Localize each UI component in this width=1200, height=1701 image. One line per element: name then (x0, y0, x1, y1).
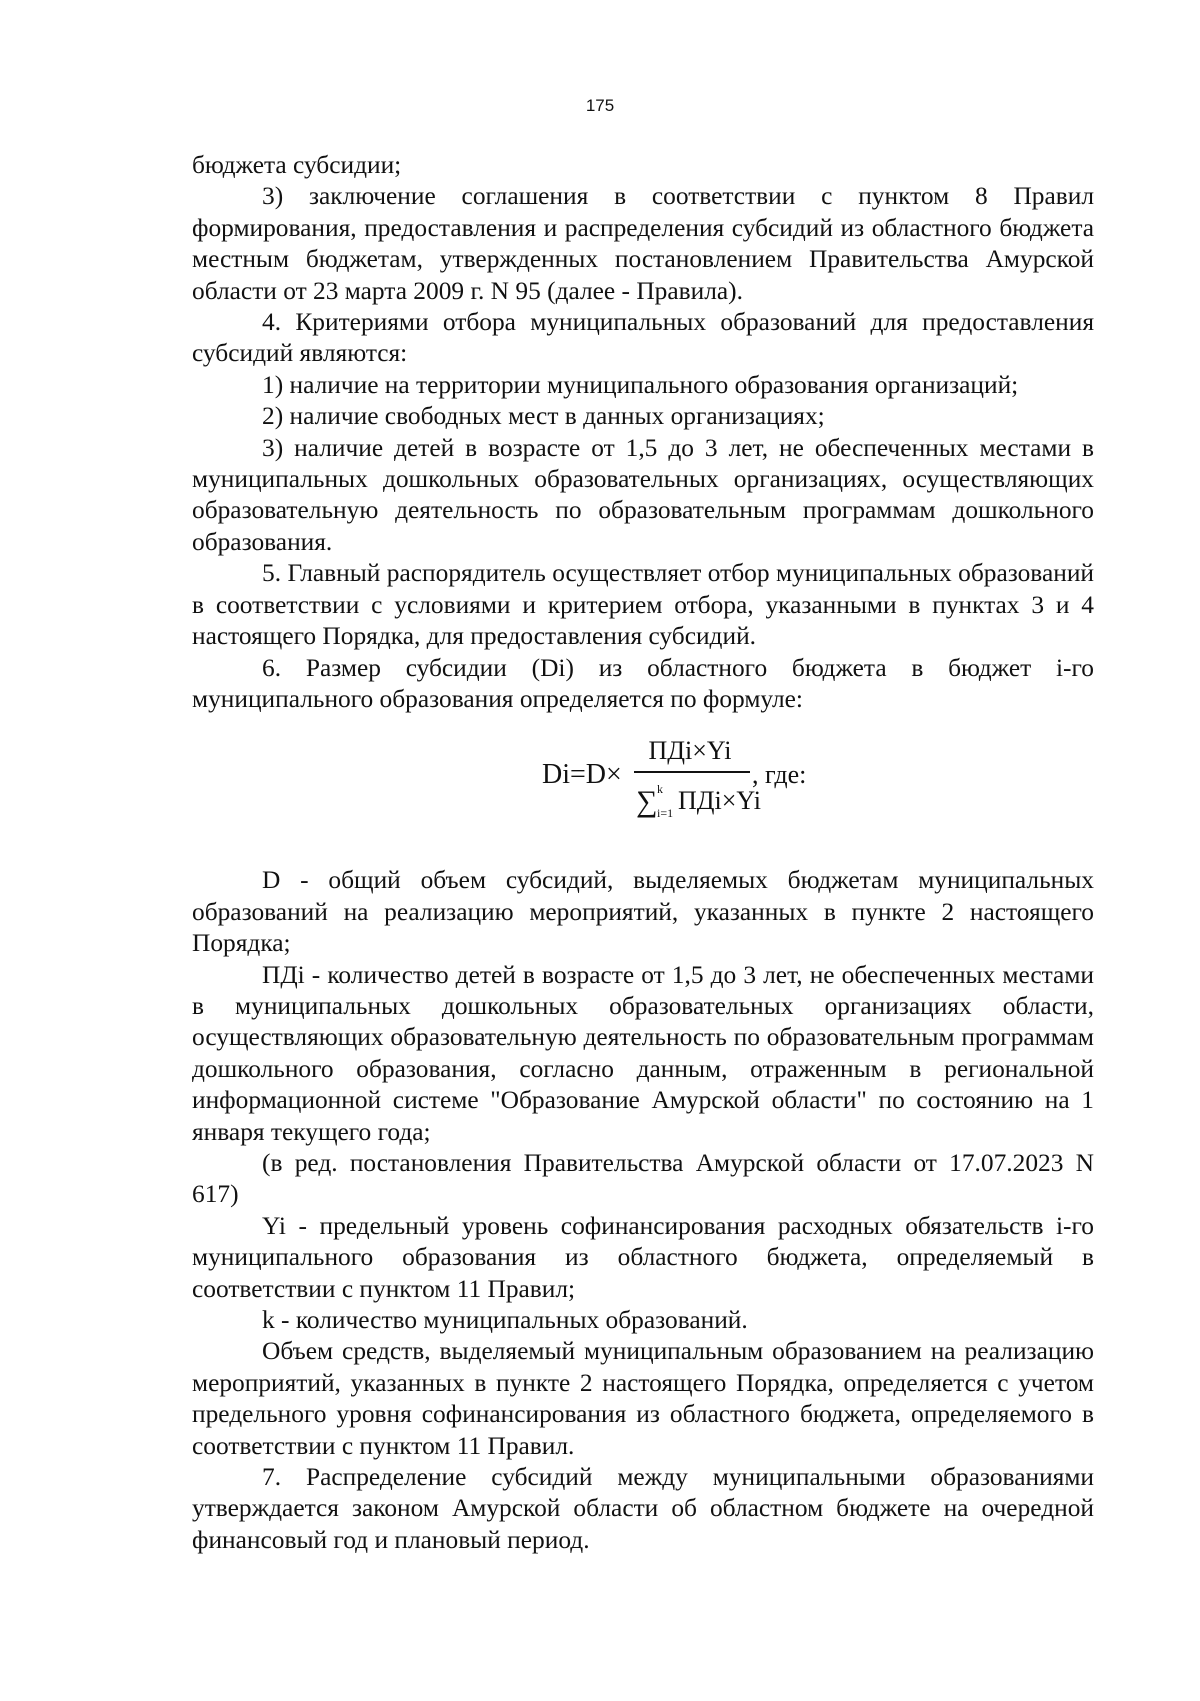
paragraph-criteria: 4. Критериями отбора муниципальных образований для предоставления субсидий являются: (192, 308, 1094, 368)
formula-denominator: ПДi×Yi (678, 786, 761, 816)
formula-graphic (542, 723, 862, 833)
paragraph-criterion-1: 1) наличие на территории муниципального образования организаций; (262, 370, 1019, 399)
paragraph-def-pdi: ПДi - количество детей в возрасте от 1,5 до 3 лет, не обеспеченных местами в муниципальных дошкольных образовательных организациях области, осуществляющих образовательную деятельность по образовательным программам дошкольного образования, согласно данным, отраженным в региональной информационной системе "Образование Амурской области" по состоянию на 1 января текущего года; (192, 960, 1094, 1146)
sum-upper-limit: k (657, 782, 663, 797)
formula-lhs: Di=D× (542, 759, 622, 791)
sum-lower-limit: i=1 (657, 806, 674, 821)
subsidy-formula (192, 715, 1094, 865)
paragraph-distribution: 7. Распределение субсидий между муниципальными образованиями утверждается законом Амурской области об областном бюджете на очередной финансовый год и плановый период. (192, 1463, 1094, 1554)
paragraph-continuation: бюджета субсидии; (192, 151, 402, 179)
paragraph-def-d: D - общий объем субсидий, выделяемых бюджетам муниципальных образований на реализацию мероприятий, указанных в пункте 2 настоящего Порядка; (192, 866, 1094, 958)
sum-symbol: ∑ (636, 785, 658, 819)
paragraph-def-yi: Yi - предельный уровень софинансирования расходных обязательств i-го муниципального образования из областного бюджета, определяемый в соответствии с пунктом 11 Правил; (192, 1211, 1094, 1303)
paragraph-condition-3: 3) заключение соглашения в соответствии с пунктом 8 Правил формирования, предоставления и распределения субсидий из областного бюджета местным бюджетам, утвержденных постановлением Правительства Амурской области от 23 марта 2009 г. N 95 (далее - Правила). (192, 182, 1094, 305)
paragraph-criterion-3: 3) наличие детей в возрасте от 1,5 до 3 лет, не обеспеченных местами в муниципальных дошкольных образовательных организациях, осуществляющих образовательную деятельность по образовательным программам дошкольного образования. (192, 433, 1094, 556)
paragraph-criterion-2: 2) наличие свободных мест в данных организациях; (262, 402, 825, 431)
paragraph-def-k: k - количество муниципальных образований. (262, 1306, 748, 1334)
document-body (192, 150, 1094, 1556)
paragraph-selection: 5. Главный распорядитель осуществляет отбор муниципальных образований в соответствии с условиями и критерием отбора, указанными в пунктах 3 и 4 настоящего Порядка, для предоставления субсидий. (192, 559, 1094, 651)
page-number: 175 (585, 96, 615, 115)
formula-numerator: ПДi×Yi (648, 736, 732, 766)
paragraph-subsidy-size: 6. Размер субсидии (Di) из областного бюджета в бюджет i-го муниципального образования определяется по формуле: (192, 653, 1094, 713)
paragraph-amendment: (в ред. постановления Правительства Амурской области от 17.07.2023 N 617) (192, 1148, 1094, 1209)
formula-suffix: , где: (752, 760, 807, 790)
paragraph-volume: Объем средств, выделяемый муниципальным образованием на реализацию мероприятий, указанных в пункте 2 настоящего Порядка, определяется с учетом предельного уровня софинансирования из областного бюджета, определяемого в соответствии с пунктом 11 Правил. (192, 1337, 1094, 1460)
